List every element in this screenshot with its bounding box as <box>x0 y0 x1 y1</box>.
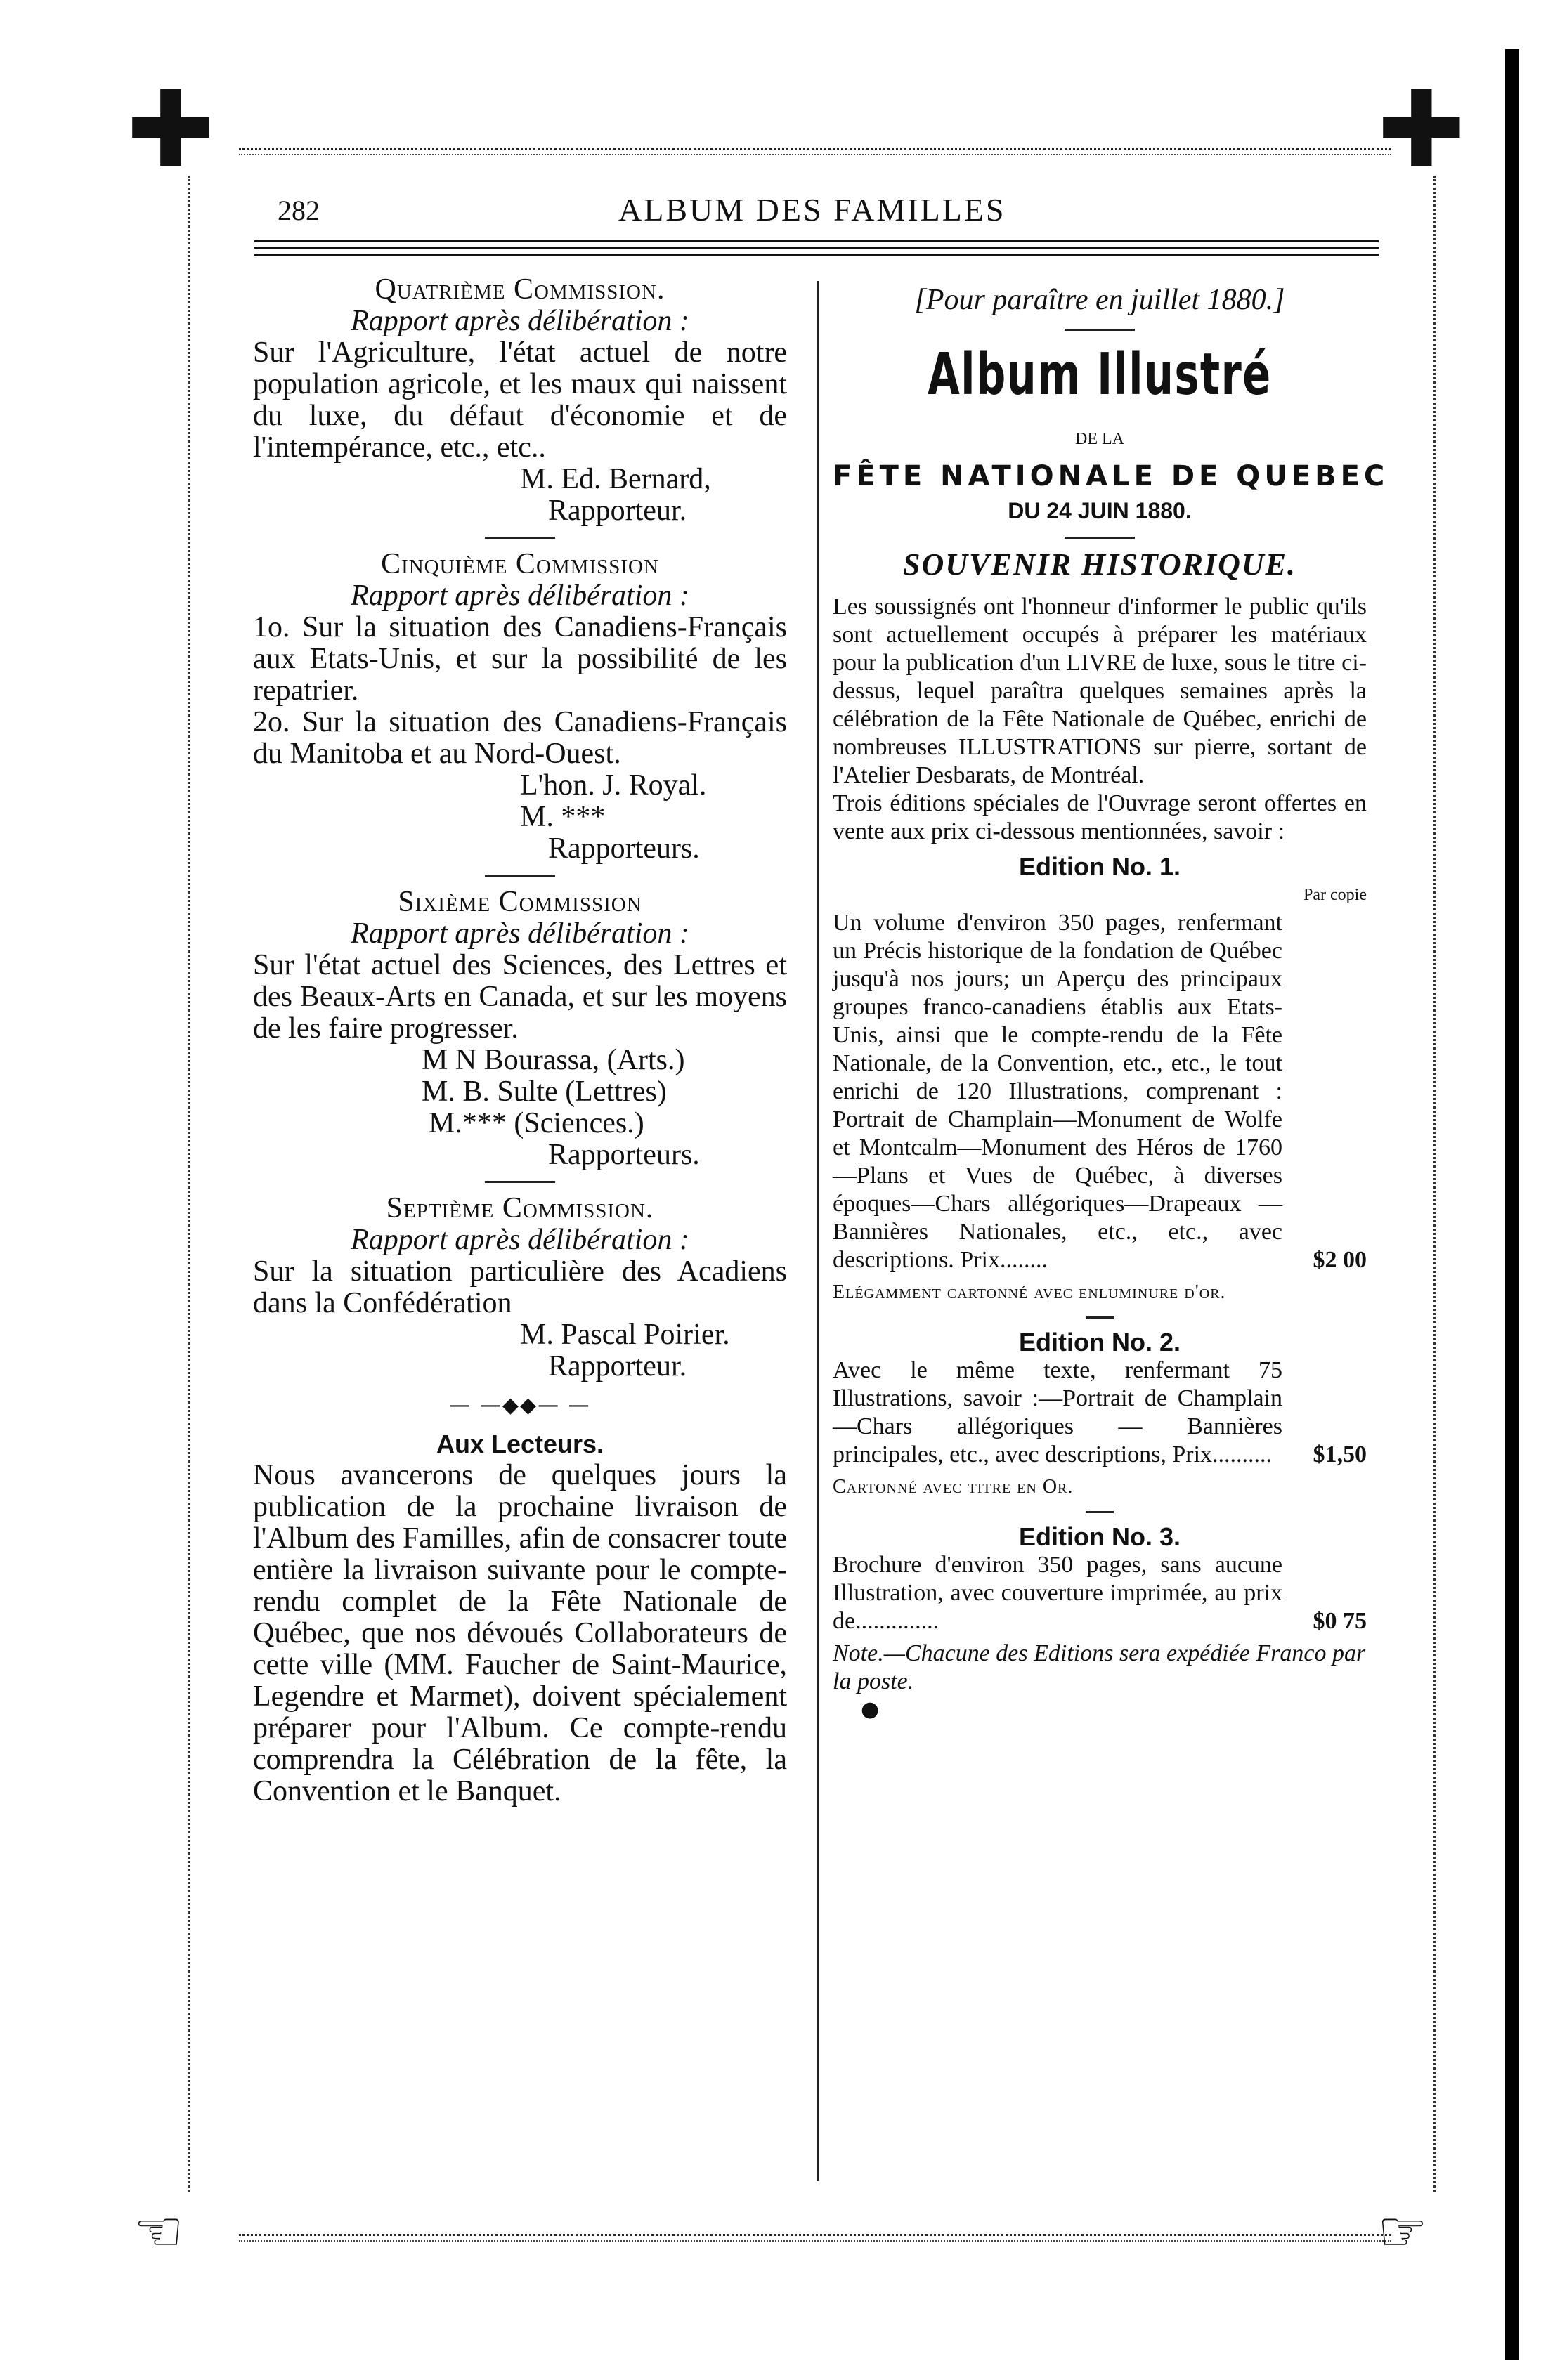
running-title: ALBUM DES FAMILLES <box>618 192 1006 228</box>
edition-3-body: Brochure d'environ 350 pages, sans aucune Illustration, avec couverture imprimée, au prix de.............. <box>833 1552 1282 1634</box>
right-border-bar <box>1505 49 1519 2360</box>
top-frame-line <box>239 148 1391 155</box>
lecteurs-title: Aux Lecteurs. <box>436 1430 604 1458</box>
commission-6-role: Rapporteurs. <box>548 1139 700 1171</box>
header-rule-1 <box>254 240 1379 242</box>
publication-notice: [Pour paraître en juillet 1880.] <box>914 284 1285 316</box>
header-rule-3 <box>254 254 1379 256</box>
bottom-left-hand-icon: ☜ <box>134 2199 184 2264</box>
commission-5-item-1: 1o. Sur la situation des Canadiens-Français aux Etats-Unis, et sur la possibilité de les repatrier. <box>253 611 787 707</box>
commission-6-name-1: M N Bourassa, (Arts.) <box>422 1044 685 1076</box>
edition-1-note: Elégamment cartonné avec enluminure d'or. <box>833 1281 1226 1303</box>
commission-5-role: Rapporteurs. <box>548 832 700 865</box>
edition-3-note: Note.—Chacune des Editions sera expédiée Franco par la poste. <box>833 1640 1366 1694</box>
commission-7-title: Septième Commission. <box>386 1192 654 1224</box>
commission-5-subtitle: Rapport après délibération : <box>351 580 689 612</box>
commission-4-body: Sur l'Agriculture, l'état actuel de notre population agricole, et les maux qui naissent du luxe, du défaut d'économie et de l'intempérance, etc., etc.. <box>253 336 787 464</box>
right-frame-line <box>1433 176 1440 2192</box>
intro-paragraph: Les soussignés ont l'honneur d'informer le public qu'ils sont actuellement occupés à préparer les matériaux pour la publication d'un LIVRE de luxe, sous le titre ci-dessus, lequel paraîtra quelques semaines après la célébration de la Fête Nationale de Québec, enrichi de nombreuses ILLUSTRATIONS sur pierre, sortant de l'Atelier Desbarats, de Montréal. <box>833 594 1367 788</box>
commission-6-body: Sur l'état actuel des Sciences, des Lettres et des Beaux-Arts en Canada, et sur les moyens de les faire progresser. <box>253 949 787 1045</box>
commission-7-name: M. Pascal Poirier. <box>520 1319 730 1351</box>
souvenir-historique: SOUVENIR HISTORIQUE. <box>902 547 1296 582</box>
de-la-label: DE LA <box>1075 430 1124 448</box>
edition-3-title: Edition No. 3. <box>1019 1522 1181 1551</box>
separator-rule <box>1086 1316 1114 1319</box>
left-column <box>253 274 787 1807</box>
fete-nationale-title: FÊTE NATIONALE DE QUEBEC <box>833 460 1389 492</box>
edition-3-price: $0 75 <box>1313 1608 1367 1634</box>
commission-6-name-2: M. B. Sulte (Lettres) <box>422 1075 667 1108</box>
lecteurs-body: Nous avancerons de quelques jours la publication de la prochaine livraison de l'Album des Familles, afin de consacrer toute entière la livraison suivante pour le compte-rendu complet de la Fête Nationale de Québec, que nos dévoués Collaborateurs de cette ville (MM. Faucher de Saint-Maurice, Legendre et Marmet), doivent spécialement préparer pour l'Album. Ce compte-rendu comprendra la Célébration de la fête, la Convention et le Banquet. <box>253 1459 787 1807</box>
top-left-corner-ornament: ✚ <box>126 69 215 191</box>
commission-6-name-3: M.*** (Sciences.) <box>429 1107 644 1139</box>
bottom-right-hand-icon: ☞ <box>1377 2199 1428 2264</box>
album-title-wrap <box>833 341 1367 417</box>
separator-rule <box>485 1181 555 1183</box>
column-divider <box>817 281 819 2181</box>
commission-5-title: Cinquième Commission <box>381 548 659 580</box>
commission-5-name-2: M. *** <box>520 801 606 833</box>
commission-6-title: Sixième Commission <box>398 886 642 918</box>
separator-rule <box>485 537 555 539</box>
edition-1-body: Un volume d'environ 350 pages, renfermant un Précis historique de la fondation de Québec jusqu'à nos jours; un Aperçu des principaux groupes franco-canadiens établis aux Etats-Unis, ainsi que le compte-rendu de la Fête Nationale, de la Convention, etc., etc., le tout enrichi de 120 Illustrations, comprenant : Portrait de Champlain—Monument de Wolfe et Montcalm—Monument des Héros de 1760—Plans et Vues de Québec, à diverses époques—Chars allégoriques—Drapeaux — Bannières Nationales, etc., etc., avec descriptions. Prix........ <box>833 910 1282 1273</box>
separator-rule <box>485 875 555 877</box>
intro-paragraph-2: Trois éditions spéciales de l'Ouvrage seront offertes en vente aux prix ci-dessous mentionnées, savoir : <box>833 790 1367 844</box>
left-frame-line <box>188 176 195 2192</box>
header-rule-2 <box>254 247 1379 249</box>
top-right-corner-ornament: ✚ <box>1377 69 1466 191</box>
separator-rule <box>1065 329 1135 331</box>
edition-2-note: Cartonné avec titre en Or. <box>833 1476 1074 1498</box>
page-number: 282 <box>278 195 320 226</box>
commission-6-subtitle: Rapport après délibération : <box>351 917 689 950</box>
commission-5-name-1: L'hon. J. Royal. <box>520 769 707 802</box>
commission-7-role: Rapporteur. <box>548 1350 687 1382</box>
separator-rule <box>1065 537 1135 539</box>
edition-2-body: Avec le même texte, renfermant 75 Illustrations, savoir :—Portrait de Champlain—Chars allégoriques — Bannières principales, etc., avec descriptions, Prix.......... <box>833 1357 1282 1467</box>
commission-7-body: Sur la situation particulière des Acadiens dans la Confédération <box>253 1255 787 1319</box>
right-column <box>833 284 1389 1724</box>
album-title: Album Illustré <box>928 341 1272 408</box>
par-copie-label: Par copie <box>1303 886 1367 904</box>
separator-rule <box>1086 1511 1114 1513</box>
commission-4-role: Rapporteur. <box>548 495 687 527</box>
diamond-rule-ornament: — —◆◆— — <box>449 1393 591 1418</box>
bullet-ornament: ● <box>861 1697 880 1722</box>
bottom-frame-line <box>239 2234 1391 2242</box>
commission-4-name: M. Ed. Bernard, <box>520 463 711 495</box>
fete-date: DU 24 JUIN 1880. <box>1008 498 1192 523</box>
commission-4-title: Quatrième Commission. <box>375 273 665 306</box>
edition-2-price: $1,50 <box>1313 1441 1367 1467</box>
commission-5-item-2: 2o. Sur la situation des Canadiens-Français du Manitoba et au Nord-Ouest. <box>253 706 787 770</box>
edition-1-title: Edition No. 1. <box>1019 852 1181 881</box>
edition-1-price: $2 00 <box>1313 1247 1367 1273</box>
commission-4-subtitle: Rapport après délibération : <box>351 305 689 337</box>
commission-7-subtitle: Rapport après délibération : <box>351 1224 689 1256</box>
edition-2-title: Edition No. 2. <box>1019 1328 1181 1356</box>
